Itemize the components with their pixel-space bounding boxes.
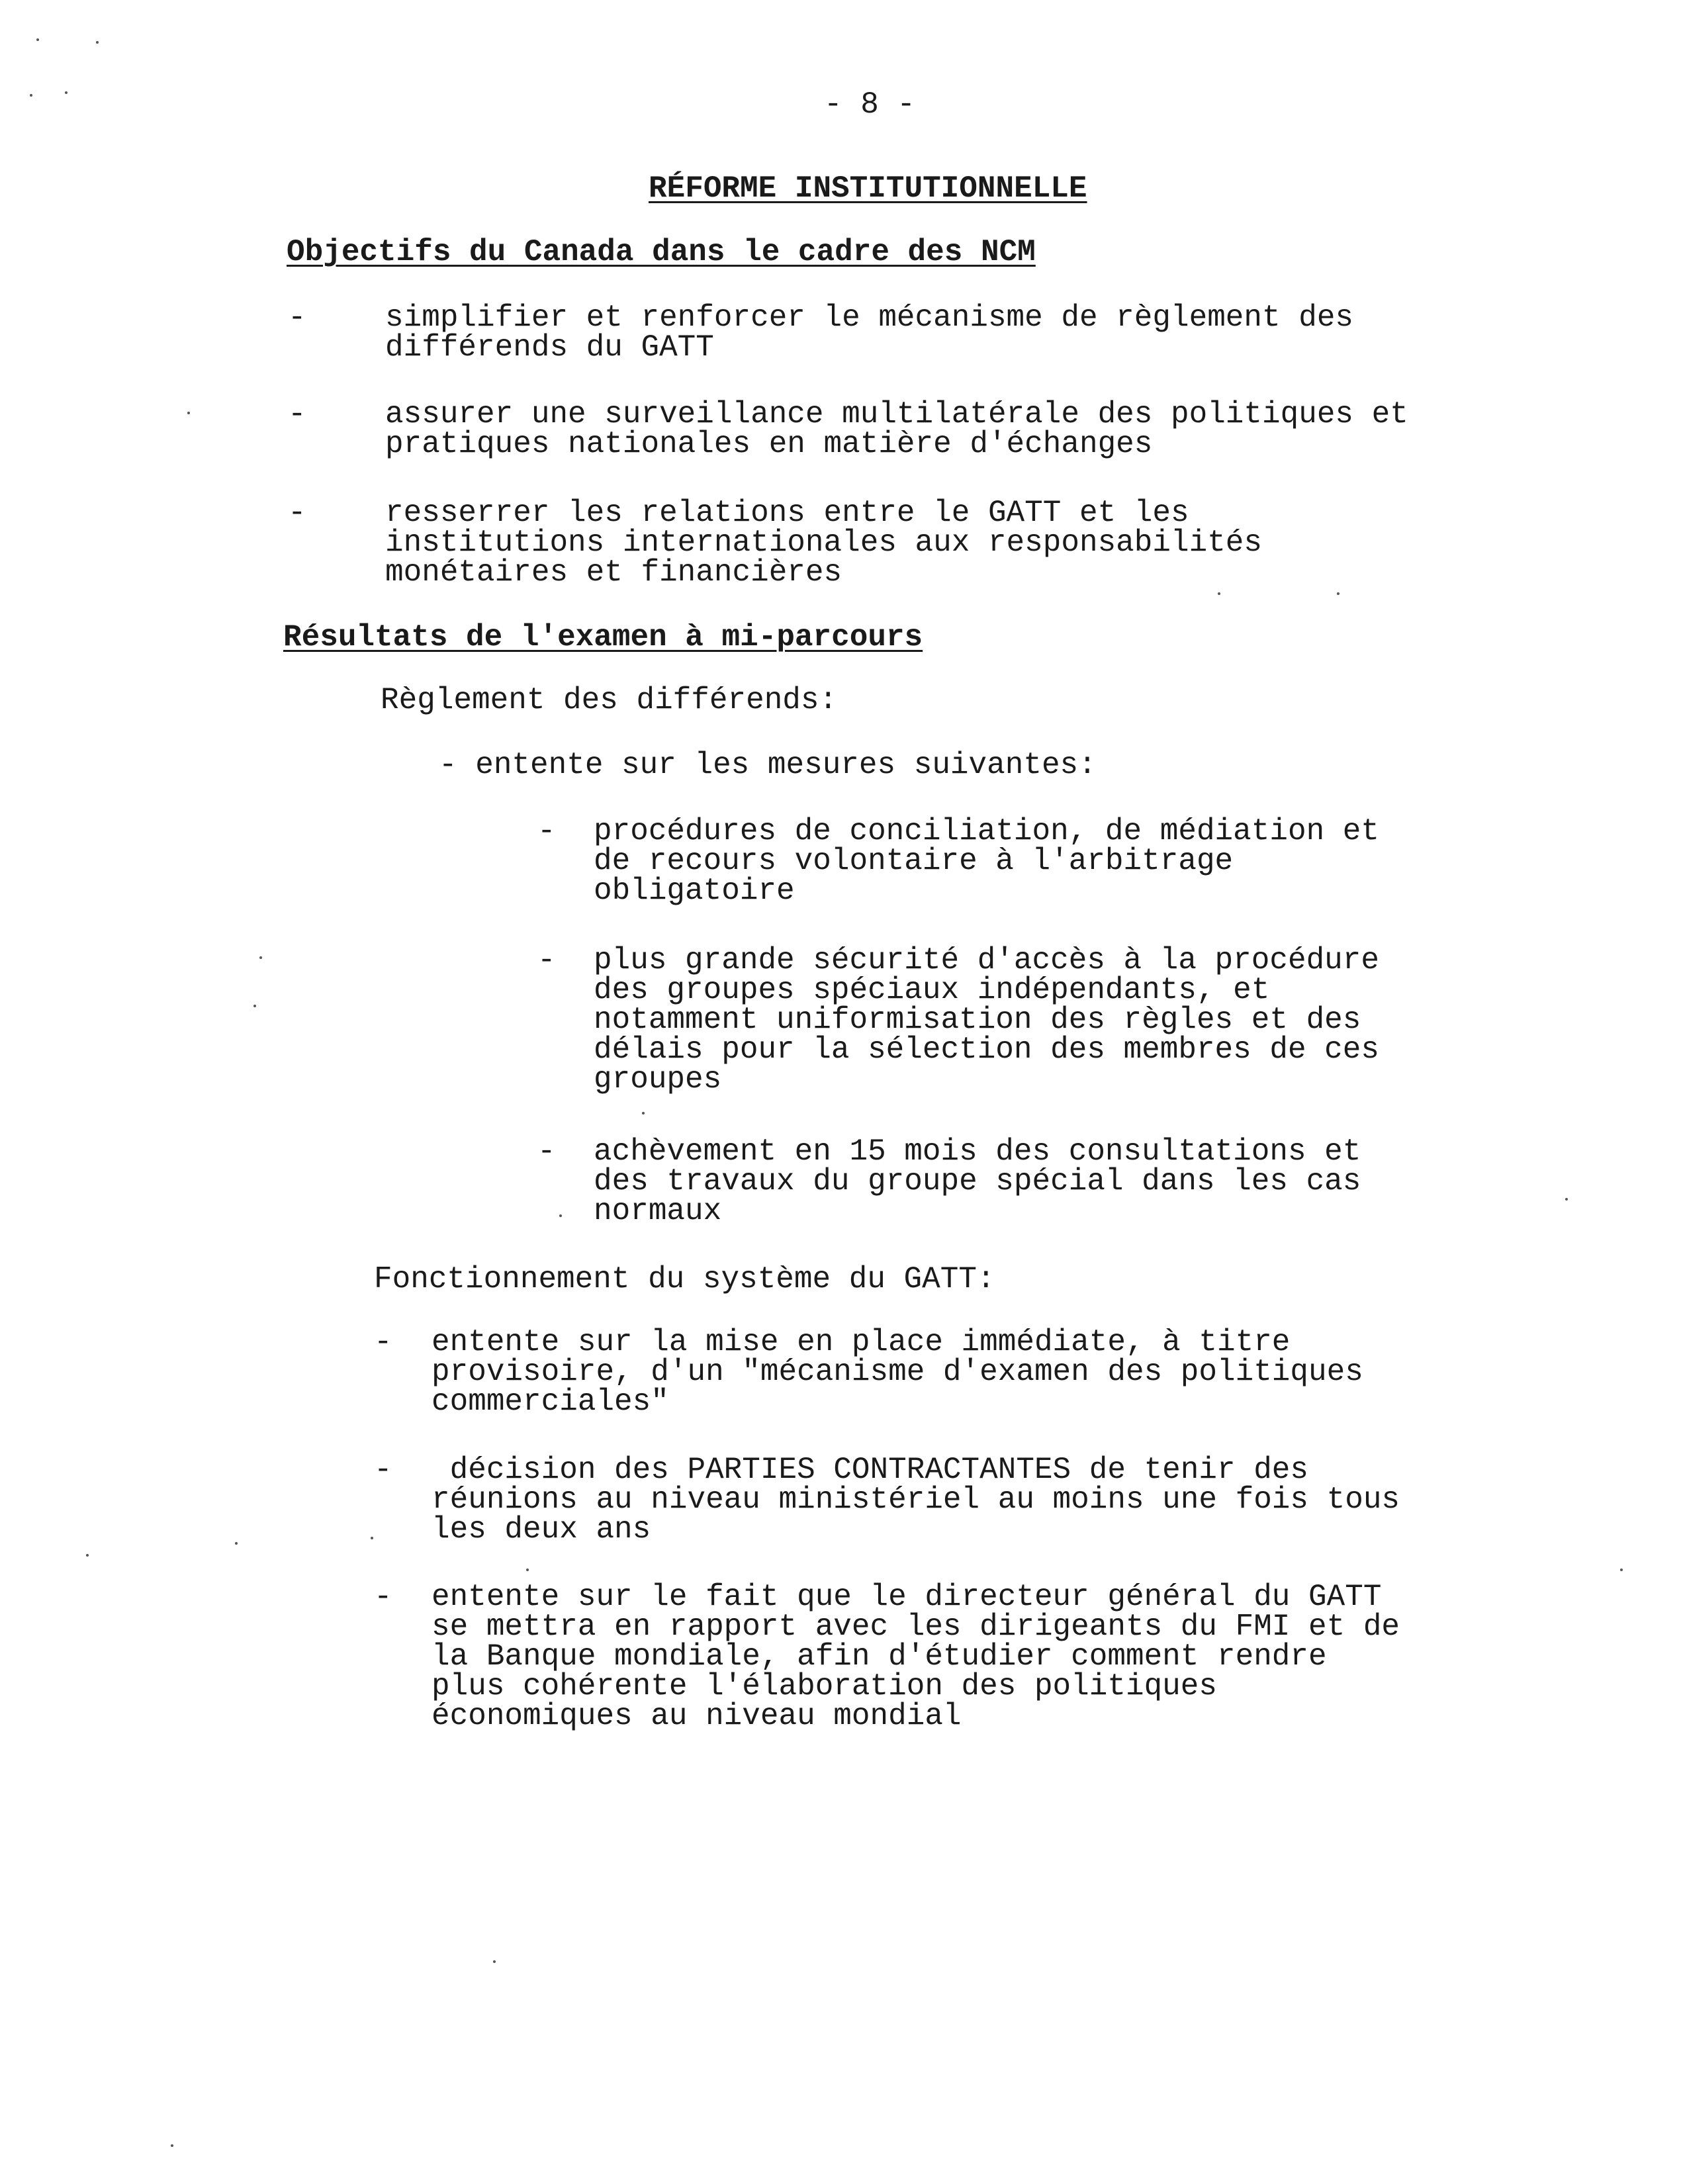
bullet-dash: - xyxy=(288,397,306,432)
page-number: - 8 - xyxy=(824,87,916,122)
list-item-line: différends du GATT xyxy=(385,330,714,365)
list-item-line: normaux xyxy=(594,1194,722,1228)
bullet-dash: - xyxy=(288,300,306,335)
list-item-line: entente sur la mise en place immédiate, à titre xyxy=(432,1325,1291,1359)
scan-speck xyxy=(371,1537,373,1539)
scan-speck xyxy=(259,956,262,959)
scan-speck xyxy=(36,38,39,41)
scan-speck xyxy=(187,412,190,414)
scan-speck xyxy=(1620,1569,1623,1571)
scan-speck xyxy=(642,1112,645,1115)
bullet-dash: - xyxy=(537,1134,556,1169)
list-item-line: achèvement en 15 mois des consultations et xyxy=(594,1134,1361,1169)
dispute-settlement-sublabel: - entente sur les mesures suivantes: xyxy=(439,748,1097,782)
list-item-line: plus cohérente l'élaboration des politiques xyxy=(432,1669,1217,1704)
list-item-line: procédures de conciliation, de médiation et xyxy=(594,814,1379,848)
scan-speck xyxy=(1337,592,1340,595)
section-title: RÉFORME INSTITUTIONNELLE xyxy=(649,171,1087,206)
scan-speck xyxy=(171,2144,173,2147)
scan-speck xyxy=(1218,592,1220,595)
list-item-line: pratiques nationales en matière d'échanges xyxy=(385,427,1153,461)
list-item-line: groupes xyxy=(594,1062,722,1097)
list-item-line: plus grande sécurité d'accès à la procédure xyxy=(594,943,1379,978)
scan-speck xyxy=(493,1960,496,1963)
list-item-line: décision des PARTIES CONTRACTANTES de tenir des xyxy=(432,1453,1309,1487)
bullet-dash: - xyxy=(288,496,306,530)
scan-speck xyxy=(253,1005,256,1007)
scan-speck xyxy=(96,41,99,44)
objectives-heading: Objectifs du Canada dans le cadre des NCM xyxy=(287,235,1036,269)
list-item-line: réunions au niveau ministériel au moins une fois tous xyxy=(432,1482,1400,1517)
list-item-line: économiques au niveau mondial xyxy=(432,1699,962,1733)
scan-speck xyxy=(30,94,32,97)
scan-speck xyxy=(235,1542,238,1545)
list-item-line: resserrer les relations entre le GATT et les xyxy=(385,496,1189,530)
scan-speck xyxy=(86,1554,89,1557)
bullet-dash: - xyxy=(537,943,556,978)
list-item-line: assurer une surveillance multilatérale des politiques et xyxy=(385,397,1408,432)
dispute-settlement-label: Règlement des différends: xyxy=(381,683,838,717)
scan-speck xyxy=(65,91,68,94)
scan-speck xyxy=(526,1569,529,1571)
results-heading: Résultats de l'examen à mi-parcours xyxy=(283,620,923,655)
list-item-line: entente sur le fait que le directeur général du GATT xyxy=(432,1580,1382,1614)
list-item-line: de recours volontaire à l'arbitrage xyxy=(594,844,1234,878)
scan-speck xyxy=(559,1214,562,1217)
list-item-line: obligatoire xyxy=(594,874,795,908)
list-item-line: des travaux du groupe spécial dans les cas xyxy=(594,1164,1361,1199)
list-item-line: se mettra en rapport avec les dirigeants du FMI et de xyxy=(432,1610,1400,1644)
list-item-line: provisoire, d'un "mécanisme d'examen des politiques xyxy=(432,1355,1363,1389)
list-item-line: institutions internationales aux responsabilités xyxy=(385,525,1263,560)
list-item-line: les deux ans xyxy=(432,1512,651,1547)
list-item-line: notamment uniformisation des règles et des xyxy=(594,1003,1361,1037)
scan-speck xyxy=(1565,1198,1568,1201)
list-item-line: commerciales" xyxy=(432,1385,669,1419)
bullet-dash: - xyxy=(537,814,556,848)
list-item-line: des groupes spéciaux indépendants, et xyxy=(594,973,1270,1007)
list-item-line: simplifier et renforcer le mécanisme de règlement des xyxy=(385,300,1354,335)
list-item-line: monétaires et financières xyxy=(385,555,842,590)
bullet-dash: - xyxy=(374,1453,392,1487)
bullet-dash: - xyxy=(374,1580,392,1614)
list-item-line: la Banque mondiale, afin d'étudier comment rendre xyxy=(432,1639,1327,1674)
gatt-functioning-label: Fonctionnement du système du GATT: xyxy=(374,1262,995,1297)
list-item-line: délais pour la sélection des membres de ces xyxy=(594,1032,1379,1067)
bullet-dash: - xyxy=(374,1325,392,1359)
